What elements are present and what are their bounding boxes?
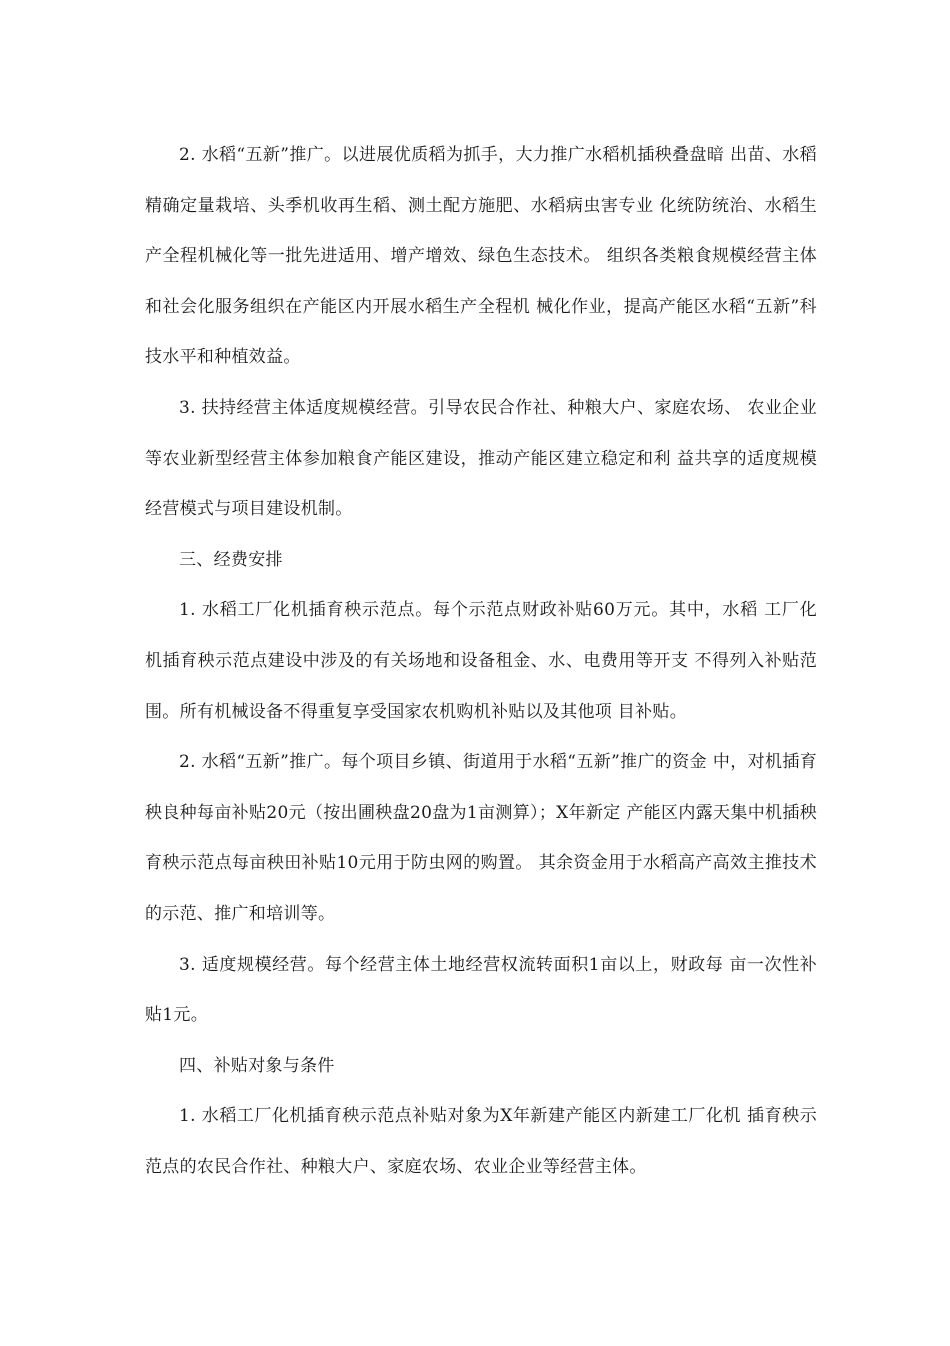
paragraph-subsidy-target-demo: 1. 水稻工厂化机插育秧示范点补贴对象为X年新建产能区内新建工厂化机 插育秧示范点的农民合作社、种粮大户、家庭农场、农业企业等经营主体。 <box>145 1106 817 1177</box>
paragraph-wuxin-funding: 2. 水稻“五新”推广。每个项目乡镇、街道用于水稻“五新”推广的资金 中，对机插育秧良种每亩补贴20元（按出圃秧盘20盘为1亩测算）；X年新定 产能区内露天集中机插秧育秧示范点每亩秧田补贴10元用于防虫网的购置。 其余资金用于水稻高产高效主推技术的示范、推广和培训等。 <box>145 752 817 924</box>
document-body <box>145 130 817 1192</box>
section-heading-subsidy-targets: 四、补贴对象与条件 <box>179 1055 335 1076</box>
paragraph-scale-operation-support: 3. 扶持经营主体适度规模经营。引导农民合作社、种粮大户、家庭农场、 农业企业等农业新型经营主体参加粮食产能区建设，推动产能区建立稳定和利 益共享的适度规模经营模式与项目建设机制。 <box>145 397 817 520</box>
paragraph-wuxin-promotion: 2. 水稻“五新”推广。以进展优质稻为抓手，大力推广水稻机插秧叠盘暗 出苗、水稻精确定量栽培、头季机收再生稻、测土配方施肥、水稻病虫害专业 化统防统治、水稻生产全程机械化等一批先进适用、增产增效、绿色生态技术。 组织各类粮食规模经营主体和社会化服务组织在产能区内开展水稻生产全程机 械化作业，提高产能区水稻“五新”科技水平和种植效益。 <box>145 145 817 368</box>
section-heading-funding: 三、经费安排 <box>179 549 283 570</box>
paragraph-seedling-demo-funding: 1. 水稻工厂化机插育秧示范点。每个示范点财政补贴60万元。其中，水稻 工厂化机插育秧示范点建设中涉及的有关场地和设备租金、水、电费用等开支 不得列入补贴范围。所有机械设备不得重复享受国家农机购机补贴以及其他项 目补贴。 <box>145 600 817 722</box>
paragraph-scale-operation-funding: 3. 适度规模经营。每个经营主体土地经营权流转面积1亩以上，财政每 亩一次性补贴1元。 <box>145 954 817 1026</box>
